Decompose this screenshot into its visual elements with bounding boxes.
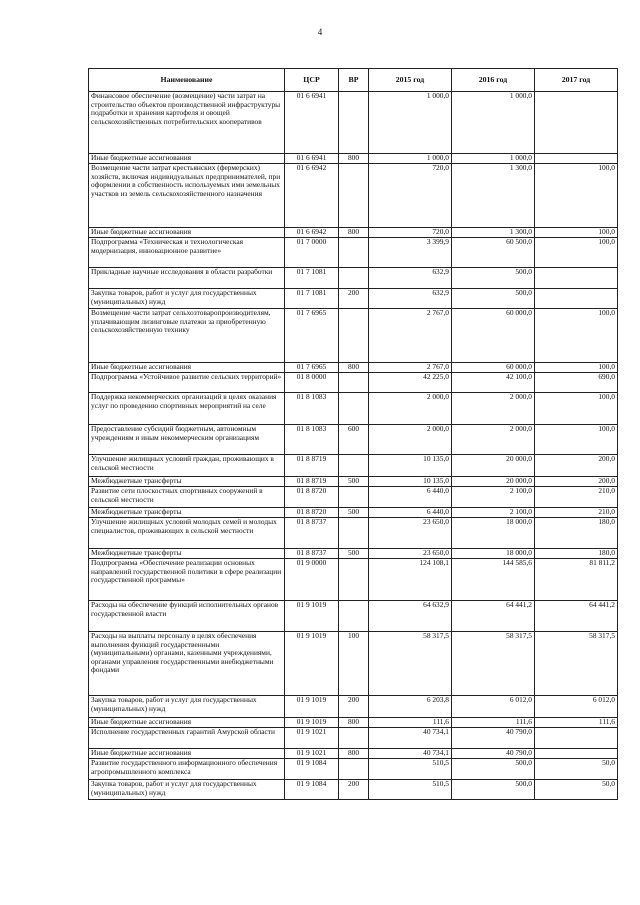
row-csr-cell: 01 9 0000 (285, 559, 339, 601)
row-2015-cell: 2 000,0 (369, 393, 452, 425)
row-2017-cell: 100,0 (535, 393, 618, 425)
row-2017-cell: 100,0 (535, 425, 618, 455)
row-2015-cell: 6 440,0 (369, 487, 452, 508)
row-csr-cell: 01 8 1083 (285, 425, 339, 455)
table-row (89, 549, 618, 559)
row-2016-cell: 500,0 (452, 268, 535, 289)
row-2015-cell: 3 399,9 (369, 238, 452, 268)
row-name-cell: Расходы на обеспечение функций исполнительных органов государственной власти (89, 601, 285, 632)
row-2015-cell: 23 650,0 (369, 549, 452, 559)
row-csr-cell: 01 8 8720 (285, 487, 339, 508)
table-row (89, 228, 618, 238)
table-row (89, 518, 618, 549)
row-2016-cell: 500,0 (452, 780, 535, 800)
row-2017-cell (535, 268, 618, 289)
row-2017-cell: 210,0 (535, 508, 618, 518)
row-vr-cell: 600 (339, 425, 369, 455)
row-2017-cell: 81 811,2 (535, 559, 618, 601)
row-csr-cell: 01 6 6942 (285, 228, 339, 238)
row-name-cell: Подпрограмма «Обеспечение реализации основных направлений государственной политики в сфере реализации государственной программы» (89, 559, 285, 601)
row-2015-cell: 2 767,0 (369, 309, 452, 363)
row-2016-cell: 500,0 (452, 289, 535, 309)
row-2015-cell: 42 225,0 (369, 373, 452, 393)
row-vr-cell (339, 164, 369, 228)
row-name-cell: Финансовое обеспечение (возмещение) части затрат на строительство объектов производственной инфраструктуры подработки и хранения картофеля и овощей сельскохозяйственных потребительских кооперативов (89, 92, 285, 154)
row-vr-cell (339, 518, 369, 549)
row-name-cell: Межбюджетные трансферты (89, 549, 285, 559)
table-header-row (89, 69, 618, 92)
row-2015-cell: 720,0 (369, 164, 452, 228)
row-vr-cell: 800 (339, 228, 369, 238)
row-2015-cell: 632,9 (369, 289, 452, 309)
row-2017-cell (535, 728, 618, 749)
row-vr-cell: 800 (339, 718, 369, 728)
row-2017-cell: 180,0 (535, 518, 618, 549)
row-csr-cell: 01 9 1021 (285, 728, 339, 749)
row-2015-cell: 1 000,0 (369, 92, 452, 154)
row-2015-cell: 64 632,9 (369, 601, 452, 632)
row-csr-cell: 01 8 0000 (285, 373, 339, 393)
row-name-cell: Иные бюджетные ассигнования (89, 363, 285, 373)
row-name-cell: Межбюджетные трансферты (89, 508, 285, 518)
row-csr-cell: 01 8 8737 (285, 518, 339, 549)
table-row (89, 759, 618, 780)
row-name-cell: Закупка товаров, работ и услуг для государственных (муниципальных) нужд (89, 289, 285, 309)
row-csr-cell: 01 9 1021 (285, 749, 339, 759)
row-name-cell: Исполнение государственных гарантий Амурской области (89, 728, 285, 749)
column-header-2017: 2017 год (535, 69, 618, 92)
row-2017-cell: 100,0 (535, 309, 618, 363)
row-2016-cell: 2 000,0 (452, 393, 535, 425)
row-csr-cell: 01 8 8719 (285, 455, 339, 477)
row-vr-cell: 200 (339, 289, 369, 309)
row-vr-cell (339, 238, 369, 268)
row-name-cell: Подпрограмма «Устойчивое развитие сельских территорий» (89, 373, 285, 393)
row-name-cell: Улучшение жилищных условий граждан, проживающих в сельской местности (89, 455, 285, 477)
row-2017-cell: 50,0 (535, 780, 618, 800)
row-2017-cell: 100,0 (535, 228, 618, 238)
row-2016-cell: 6 012,0 (452, 696, 535, 718)
table-row (89, 92, 618, 154)
row-vr-cell (339, 759, 369, 780)
row-vr-cell (339, 455, 369, 477)
row-vr-cell: 800 (339, 154, 369, 164)
row-2016-cell: 1 000,0 (452, 154, 535, 164)
row-vr-cell (339, 559, 369, 601)
row-2017-cell: 200,0 (535, 477, 618, 487)
table-row (89, 632, 618, 696)
row-2017-cell (535, 289, 618, 309)
row-vr-cell: 500 (339, 508, 369, 518)
row-2017-cell: 58 317,5 (535, 632, 618, 696)
row-2016-cell: 18 000,0 (452, 549, 535, 559)
row-2016-cell: 58 317,5 (452, 632, 535, 696)
row-2015-cell: 2 767,0 (369, 363, 452, 373)
row-name-cell: Расходы на выплаты персоналу в целях обеспечения выполнения функций государственными (муниципальными) органами, казенными учреждениями, органами управления государственными внебюджетными фондами (89, 632, 285, 696)
row-vr-cell: 800 (339, 363, 369, 373)
table-row (89, 477, 618, 487)
table-row (89, 559, 618, 601)
row-csr-cell: 01 7 0000 (285, 238, 339, 268)
row-csr-cell: 01 6 6941 (285, 154, 339, 164)
row-csr-cell: 01 9 1019 (285, 696, 339, 718)
row-2017-cell: 180,0 (535, 549, 618, 559)
row-vr-cell (339, 601, 369, 632)
row-2017-cell: 100,0 (535, 238, 618, 268)
row-2016-cell: 20 000,0 (452, 455, 535, 477)
column-header-csr: ЦСР (285, 69, 339, 92)
page-number: 4 (317, 27, 323, 37)
row-2015-cell: 40 734,1 (369, 728, 452, 749)
row-2016-cell: 1 300,0 (452, 164, 535, 228)
table-row (89, 363, 618, 373)
row-2016-cell: 40 790,0 (452, 749, 535, 759)
row-2016-cell: 111,6 (452, 718, 535, 728)
row-2015-cell: 23 650,0 (369, 518, 452, 549)
table-row (89, 154, 618, 164)
row-2016-cell: 18 000,0 (452, 518, 535, 549)
row-2015-cell: 124 108,1 (369, 559, 452, 601)
row-2016-cell: 500,0 (452, 759, 535, 780)
row-2016-cell: 60 500,0 (452, 238, 535, 268)
row-2017-cell: 210,0 (535, 487, 618, 508)
table-row (89, 455, 618, 477)
row-csr-cell: 01 7 1081 (285, 289, 339, 309)
table-row (89, 289, 618, 309)
row-csr-cell: 01 9 1019 (285, 601, 339, 632)
row-2016-cell: 40 790,0 (452, 728, 535, 749)
row-2017-cell: 100,0 (535, 363, 618, 373)
row-csr-cell: 01 8 8737 (285, 549, 339, 559)
row-2017-cell: 690,0 (535, 373, 618, 393)
row-2015-cell: 10 135,0 (369, 455, 452, 477)
row-vr-cell (339, 728, 369, 749)
budget-table (88, 68, 618, 800)
table-row (89, 696, 618, 718)
row-2015-cell: 632,9 (369, 268, 452, 289)
row-2015-cell: 510,5 (369, 759, 452, 780)
row-name-cell: Иные бюджетные ассигнования (89, 228, 285, 238)
row-2016-cell: 1 000,0 (452, 92, 535, 154)
column-header-2015: 2015 год (369, 69, 452, 92)
row-csr-cell: 01 9 1019 (285, 632, 339, 696)
row-vr-cell (339, 393, 369, 425)
table-row (89, 749, 618, 759)
row-2015-cell: 2 000,0 (369, 425, 452, 455)
row-2016-cell: 2 100,0 (452, 508, 535, 518)
row-name-cell: Иные бюджетные ассигнования (89, 154, 285, 164)
row-name-cell: Межбюджетные трансферты (89, 477, 285, 487)
row-2015-cell: 111,6 (369, 718, 452, 728)
row-csr-cell: 01 7 1081 (285, 268, 339, 289)
row-2016-cell: 20 000,0 (452, 477, 535, 487)
table-row (89, 425, 618, 455)
row-2016-cell: 2 100,0 (452, 487, 535, 508)
row-2017-cell: 111,6 (535, 718, 618, 728)
row-name-cell: Возмещение части затрат крестьянских (фермерских) хозяйств, включая индивидуальных предпринимателей, при оформлении в собственность используемых ими земельных участков из земель сельскохозяйственного назначения (89, 164, 285, 228)
row-2015-cell: 40 734,1 (369, 749, 452, 759)
row-2015-cell: 6 203,8 (369, 696, 452, 718)
table-body (89, 92, 618, 800)
row-csr-cell: 01 6 6941 (285, 92, 339, 154)
row-name-cell: Возмещение части затрат сельхозтоваропроизводителям, уплачивающим лизинговые платежи за приобретенную сельскохозяйственную технику (89, 309, 285, 363)
row-name-cell: Закупка товаров, работ и услуг для государственных (муниципальных) нужд (89, 696, 285, 718)
row-name-cell: Развитие сети плоскостных спортивных сооружений в сельской местности (89, 487, 285, 508)
column-header-2016: 2016 год (452, 69, 535, 92)
row-vr-cell (339, 92, 369, 154)
row-2016-cell: 1 300,0 (452, 228, 535, 238)
table-row (89, 487, 618, 508)
table-row (89, 601, 618, 632)
column-header-name: Наименование (89, 69, 285, 92)
row-name-cell: Иные бюджетные ассигнования (89, 749, 285, 759)
row-2016-cell: 144 585,6 (452, 559, 535, 601)
row-vr-cell: 200 (339, 780, 369, 800)
table-row (89, 728, 618, 749)
row-vr-cell (339, 487, 369, 508)
row-csr-cell: 01 6 6942 (285, 164, 339, 228)
row-2015-cell: 6 440,0 (369, 508, 452, 518)
row-name-cell: Развитие государственного информационного обеспечения агропромышленного комплекса (89, 759, 285, 780)
table-row (89, 309, 618, 363)
row-csr-cell: 01 8 8719 (285, 477, 339, 487)
row-2015-cell: 58 317,5 (369, 632, 452, 696)
row-name-cell: Прикладные научные исследования в области разработки (89, 268, 285, 289)
table-row (89, 393, 618, 425)
row-2015-cell: 720,0 (369, 228, 452, 238)
table-row (89, 373, 618, 393)
row-2016-cell: 60 000,0 (452, 309, 535, 363)
row-2015-cell: 510,5 (369, 780, 452, 800)
table-row (89, 780, 618, 800)
row-name-cell: Закупка товаров, работ и услуг для государственных (муниципальных) нужд (89, 780, 285, 800)
row-2016-cell: 42 100,0 (452, 373, 535, 393)
row-name-cell: Улучшение жилищных условий молодых семей и молодых специалистов, проживающих в сельской местности (89, 518, 285, 549)
row-name-cell: Поддержка некоммерческих организаций в целях оказания услуг по проведению спортивных мероприятий на селе (89, 393, 285, 425)
row-2017-cell: 6 012,0 (535, 696, 618, 718)
row-vr-cell: 500 (339, 549, 369, 559)
row-2017-cell: 50,0 (535, 759, 618, 780)
row-vr-cell (339, 268, 369, 289)
row-2015-cell: 10 135,0 (369, 477, 452, 487)
row-2017-cell (535, 92, 618, 154)
row-2017-cell: 100,0 (535, 164, 618, 228)
row-2017-cell (535, 154, 618, 164)
row-vr-cell: 500 (339, 477, 369, 487)
table-row (89, 268, 618, 289)
row-csr-cell: 01 7 6965 (285, 309, 339, 363)
row-2017-cell: 200,0 (535, 455, 618, 477)
row-name-cell: Предоставление субсидий бюджетным, автономным учреждениям и иным некоммерческим организациям (89, 425, 285, 455)
row-name-cell: Подпрограмма «Техническая и технологическая модернизация, инновационное развитие» (89, 238, 285, 268)
column-header-vr: ВР (339, 69, 369, 92)
row-csr-cell: 01 9 1084 (285, 759, 339, 780)
row-2015-cell: 1 000,0 (369, 154, 452, 164)
row-2017-cell: 64 441,2 (535, 601, 618, 632)
row-vr-cell (339, 309, 369, 363)
table-row (89, 718, 618, 728)
row-csr-cell: 01 9 1084 (285, 780, 339, 800)
row-vr-cell: 100 (339, 632, 369, 696)
row-csr-cell: 01 8 8720 (285, 508, 339, 518)
row-csr-cell: 01 7 6965 (285, 363, 339, 373)
row-csr-cell: 01 9 1019 (285, 718, 339, 728)
row-vr-cell (339, 373, 369, 393)
row-2016-cell: 2 000,0 (452, 425, 535, 455)
table-row (89, 164, 618, 228)
row-name-cell: Иные бюджетные ассигнования (89, 718, 285, 728)
row-vr-cell: 800 (339, 749, 369, 759)
table-row (89, 238, 618, 268)
table-row (89, 508, 618, 518)
row-2017-cell (535, 749, 618, 759)
row-vr-cell: 200 (339, 696, 369, 718)
row-2016-cell: 60 000,0 (452, 363, 535, 373)
row-csr-cell: 01 8 1083 (285, 393, 339, 425)
row-2016-cell: 64 441,2 (452, 601, 535, 632)
